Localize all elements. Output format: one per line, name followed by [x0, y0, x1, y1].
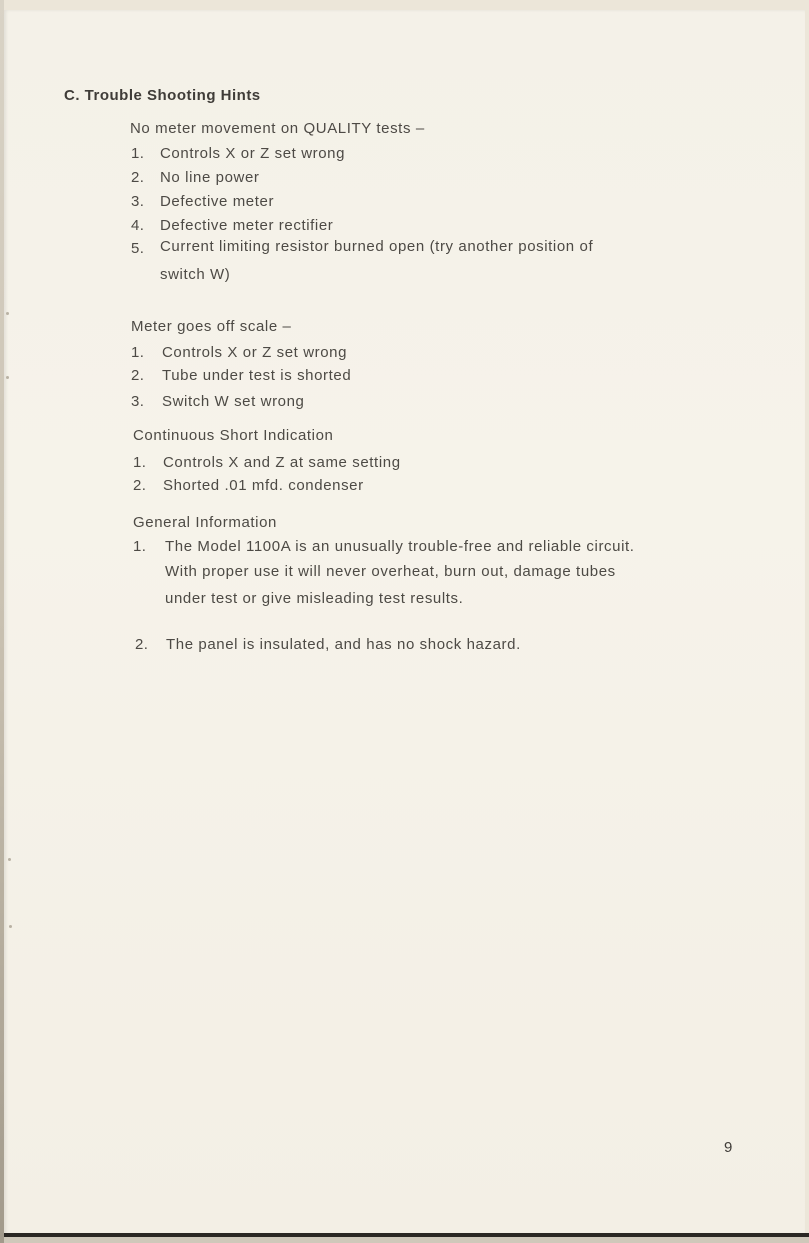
list-item: Current limiting resistor burned open (try another position of — [160, 238, 594, 255]
list-item-number: 1. — [131, 145, 145, 162]
list-item: Controls X and Z at same setting — [163, 454, 401, 471]
list-item-number: 1. — [133, 454, 147, 471]
list-item: Defective meter — [160, 193, 275, 210]
group-title-general-information: General Information — [133, 514, 277, 531]
list-item-number: 2. — [135, 636, 149, 653]
group-title-meter-off-scale: Meter goes off scale – — [131, 318, 292, 335]
list-item: Controls X or Z set wrong — [162, 344, 348, 361]
list-item-number: 3. — [131, 193, 145, 210]
group-title-continuous-short: Continuous Short Indication — [133, 427, 334, 444]
list-item-number: 4. — [131, 217, 145, 234]
page-bottom-shade — [4, 1237, 809, 1243]
list-item-number: 5. — [131, 240, 145, 257]
page-speck — [6, 376, 9, 379]
list-item-number: 2. — [131, 169, 145, 186]
document-page — [4, 10, 805, 1235]
list-item-continuation: under test or give misleading test results. — [165, 590, 464, 607]
list-item-number: 3. — [131, 393, 145, 410]
list-item: Controls X or Z set wrong — [160, 145, 346, 162]
page-number: 9 — [724, 1139, 733, 1156]
page-speck — [8, 858, 11, 861]
list-item-number: 2. — [133, 477, 147, 494]
list-item: Switch W set wrong — [162, 393, 305, 410]
list-item: The Model 1100A is an unusually trouble-free and reliable circuit. — [165, 538, 635, 555]
section-heading: C. Trouble Shooting Hints — [64, 87, 261, 104]
list-item: Tube under test is shorted — [162, 367, 352, 384]
list-item: The panel is insulated, and has no shock hazard. — [166, 636, 521, 653]
list-item-number: 2. — [131, 367, 145, 384]
list-item: Defective meter rectifier — [160, 217, 334, 234]
group-title-no-meter-movement: No meter movement on QUALITY tests – — [130, 120, 425, 137]
list-item: No line power — [160, 169, 260, 186]
list-item: Shorted .01 mfd. condenser — [163, 477, 364, 494]
page-speck — [9, 925, 12, 928]
list-item-number: 1. — [131, 344, 145, 361]
page-speck — [6, 312, 9, 315]
list-item-continuation: switch W) — [160, 266, 231, 283]
list-item-continuation: With proper use it will never overheat, burn out, damage tubes — [165, 563, 616, 580]
list-item-number: 1. — [133, 538, 147, 555]
